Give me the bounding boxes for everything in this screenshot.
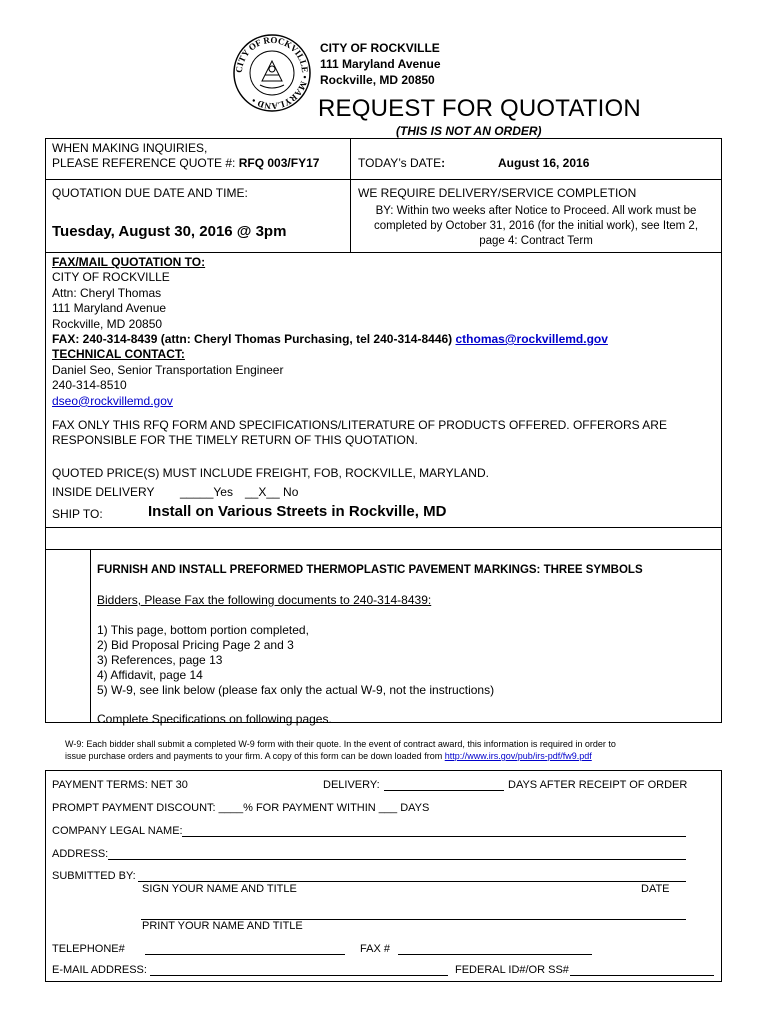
- list-item: 2) Bid Proposal Pricing Page 2 and 3: [97, 638, 294, 652]
- city-seal: [232, 33, 312, 113]
- due-date-value: Tuesday, August 30, 2016 @ 3pm: [52, 223, 287, 240]
- org-street: 111 Maryland Avenue: [320, 57, 441, 71]
- today-date-value: August 16, 2016: [498, 156, 590, 170]
- list-item: 1) This page, bottom portion completed,: [97, 623, 309, 637]
- prompt-discount: PROMPT PAYMENT DISCOUNT: ____% FOR PAYMENT WITHIN ___ DAYS: [52, 802, 430, 814]
- fax-docs-note: Bidders, Please Fax the following documents to 240-314-8439:: [97, 593, 432, 607]
- fax-label: FAX #: [360, 943, 390, 955]
- delivery-suffix: DAYS AFTER RECEIPT OF ORDER: [508, 779, 688, 791]
- page-title: REQUEST FOR QUOTATION: [318, 95, 641, 122]
- delivery-days-field[interactable]: [384, 779, 504, 791]
- item-title: FURNISH AND INSTALL PREFORMED THERMOPLASTIC PAVEMENT MARKINGS: THREE SYMBOLS: [97, 564, 643, 576]
- ship-to-label: SHIP TO:: [52, 507, 103, 521]
- fax-notice: FAX ONLY THIS RFQ FORM AND SPECIFICATIONS/LITERATURE OF PRODUCTS OFFERED. OFFERORS ARE RESPONSIBLE FOR THE TIMELY RETURN OF THIS QUOTATION.: [52, 418, 667, 447]
- payment-terms: PAYMENT TERMS: NET 30: [52, 779, 188, 791]
- tech-heading: TECHNICAL CONTACT:: [52, 347, 185, 362]
- ship-to-value: Install on Various Streets in Rockville, MD: [148, 503, 447, 520]
- inside-delivery-no: __X__ No: [245, 485, 299, 499]
- page-subtitle: (THIS IS NOT AN ORDER): [396, 124, 542, 138]
- tech-email-link[interactable]: dseo@rockvillemd.gov: [52, 393, 173, 408]
- price-note: QUOTED PRICE(S) MUST INCLUDE FREIGHT, FOB, ROCKVILLE, MARYLAND.: [52, 466, 489, 480]
- federal-id-label: FEDERAL ID#/OR SS#: [455, 964, 569, 976]
- completion-text: BY: Within two weeks after Notice to Proceed. All work must be completed by October 31, 2016 (for the initial work), see Item 2, page 4: Contract Term: [373, 205, 699, 247]
- company-name-field[interactable]: [182, 825, 686, 837]
- delivery-label: DELIVERY:: [323, 779, 380, 791]
- seal-text: CITY OF ROCKVILLE • MARYLAND •: [233, 34, 311, 112]
- inquiry-note: WHEN MAKING INQUIRIES, PLEASE REFERENCE QUOTE #: RFQ 003/FY17: [52, 141, 320, 170]
- docs-list: [97, 623, 494, 698]
- fax-field[interactable]: [398, 943, 592, 955]
- completion-label: WE REQUIRE DELIVERY/SERVICE COMPLETION: [358, 186, 637, 200]
- spec-note: Complete Specifications on following pages.: [97, 712, 332, 726]
- telephone-label: TELEPHONE#: [52, 943, 125, 955]
- signature-field[interactable]: [138, 870, 686, 882]
- header-address: [320, 40, 441, 88]
- today-date-label: TODAY’s DATE:: [358, 156, 446, 170]
- sign-label: SIGN YOUR NAME AND TITLE: [142, 883, 297, 895]
- email-field[interactable]: [150, 964, 448, 976]
- list-item: 4) Affidavit, page 14: [97, 668, 203, 682]
- org-name: CITY OF ROCKVILLE: [320, 41, 440, 55]
- fax-heading: FAX/MAIL QUOTATION TO:: [52, 255, 206, 269]
- inside-delivery-yes: _____Yes: [180, 485, 233, 499]
- w9-link[interactable]: http://www.irs.gov/pub/irs-pdf/fw9.pdf: [444, 751, 592, 761]
- due-date-label: QUOTATION DUE DATE AND TIME:: [52, 186, 248, 200]
- list-item: 3) References, page 13: [97, 653, 223, 667]
- list-item: 5) W-9, see link below (please fax only the actual W-9, not the instructions): [97, 683, 495, 697]
- submitted-label: SUBMITTED BY:: [52, 870, 136, 882]
- date-label: DATE: [641, 883, 670, 895]
- email-label: E-MAIL ADDRESS:: [52, 964, 147, 976]
- fax-email-link[interactable]: cthomas@rockvillemd.gov: [455, 332, 608, 347]
- w9-note: W-9: Each bidder shall submit a completed W-9 form with their quote. In the event of contract award, this information is required in order to issue purchase orders and payments to your firm. A copy of this form can be down loaded from http://www.irs.gov/pub/irs-pdf/fw9.pdf: [65, 739, 616, 761]
- quote-number: RFQ 003/FY17: [238, 156, 320, 170]
- org-city: Rockville, MD 20850: [320, 73, 435, 87]
- inside-delivery-label: INSIDE DELIVERY: [52, 485, 155, 499]
- address-field[interactable]: [108, 848, 686, 860]
- print-label: PRINT YOUR NAME AND TITLE: [142, 920, 303, 932]
- fax-block: FAX/MAIL QUOTATION TO: CITY OF ROCKVILLE Attn: Cheryl Thomas 111 Maryland Avenue Rockville, MD 20850 FAX: 240-314-8439 (attn: Cheryl Thomas Purchasing, tel 240-314-8446) cthomas@rockvillemd.gov TECHNICAL CONTACT: Daniel Seo, Senior Transportation Engineer 240-314-8510 dseo@rockvillemd.gov: [52, 255, 608, 408]
- company-label: COMPANY LEGAL NAME:: [52, 825, 183, 837]
- telephone-field[interactable]: [145, 943, 345, 955]
- address-label: ADDRESS:: [52, 848, 109, 860]
- printed-name-field[interactable]: [141, 908, 686, 920]
- federal-id-field[interactable]: [570, 964, 714, 976]
